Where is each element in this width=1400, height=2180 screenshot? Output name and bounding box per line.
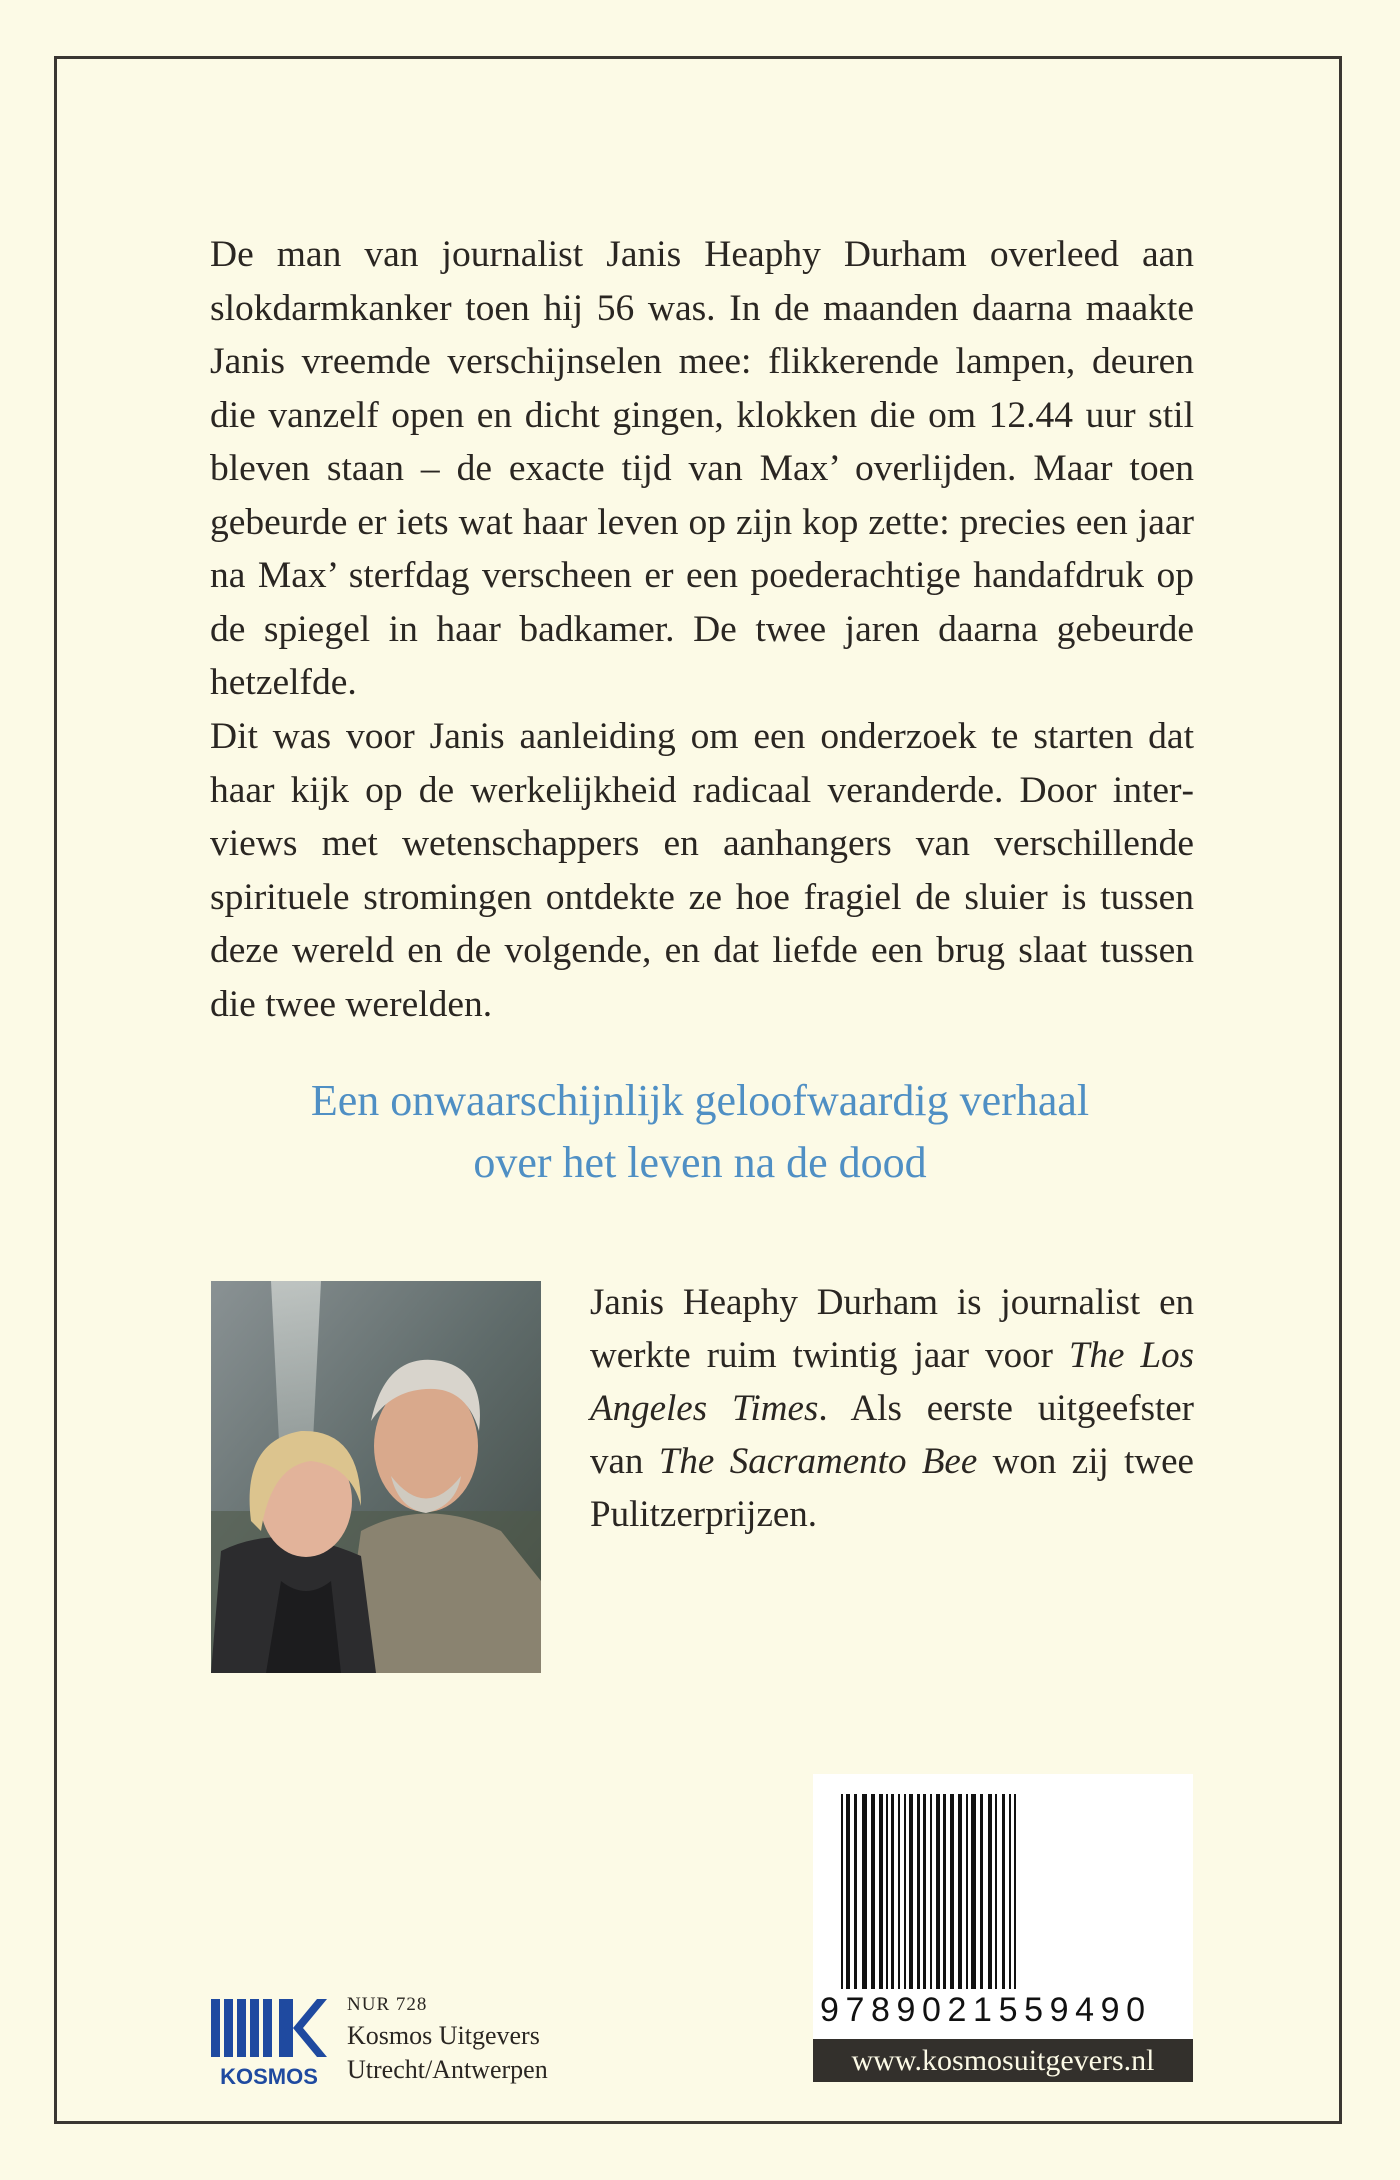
barcode-bar [1014,1794,1016,1989]
barcode-bar [879,1794,883,1989]
barcode-bar [950,1794,954,1989]
barcode-bar [1002,1794,1005,1989]
barcode-bar [930,1794,932,1989]
bio-text-3: won zij twee Pulitzerprijzen. [590,1441,1194,1535]
barcode-bar [891,1794,894,1989]
barcode-bar [943,1794,946,1989]
bio-newspaper-1: The Los Angeles Times [590,1335,1194,1429]
barcode-bar [936,1794,940,1989]
barcode-bar [1009,1794,1011,1989]
barcode-bar [886,1794,888,1989]
barcode-bar [898,1794,900,1989]
barcode-bar [904,1794,906,1989]
bio-text-2: . Als eerste uitgeefster van [590,1388,1194,1482]
barcode-bar [854,1794,857,1989]
barcode-bar [958,1794,962,1989]
publisher-info [347,1991,548,2087]
barcode-number: 9789021559490 [820,1991,1152,2029]
logo-wordmark: KOSMOS [220,2064,318,2088]
publisher-location: Utrecht/Antwerpen [347,2055,548,2084]
website-url[interactable]: www.kosmosuitgevers.nl [813,2039,1193,2082]
tagline [0,1070,1400,1194]
nur-code: NUR 728 [347,1994,428,2015]
barcode-bars [813,1774,1193,1994]
description-paragraph-1: De man van journalist Janis Heaphy Durham overleed aan slokdarmkanker toen hij 56 was. In de maanden daarna maakte Janis vreemde verschijnselen mee: flikkerende lampen, deuren die vanzelf open en dicht gingen, klokken die om 12.44 uur stil bleven staan – de exacte tijd van Max’ overlijden. Maar toen gebeurde er iets wat haar leven op zijn kop zette: precies een jaar na Max’ sterfdag verscheen er een poederachtige handafdruk op de spiegel in haar badkamer. De twee jaren daarna gebeurde hetzelfde. [210,234,1194,703]
barcode-bar [923,1794,926,1989]
barcode-bar [862,1794,867,1989]
author-photo [211,1281,541,1673]
barcode [813,1774,1193,2082]
kosmos-logo [211,1996,327,2088]
barcode-bar [846,1794,850,1989]
barcode-bar [980,1794,983,1989]
barcode-bar [995,1794,997,1989]
bio-newspaper-2: The Sacramento Bee [658,1441,978,1482]
barcode-bar [971,1794,976,1989]
barcode-bar [917,1794,920,1989]
tagline-line-2: over het leven na de dood [473,1138,927,1187]
description-paragraph-2: Dit was voor Janis aanleiding om een onderzoek te starten dat haar kijk op de werkelijkheid radicaal veranderde. Door interviews met wetenschappers en aanhangers van verschillende spirituele stromingen ontdekte ze hoe fragiel de sluier is tussen deze wereld en de volgende, en dat liefde een brug slaat tussen die twee werelden. [210,716,1194,1025]
barcode-bar [988,1794,992,1989]
author-bio [590,1276,1194,1541]
barcode-bar [909,1794,913,1989]
tagline-line-1: Een onwaarschijnlijk geloofwaardig verhaal [310,1076,1090,1125]
barcode-bar [841,1794,843,1989]
bio-text-1: Janis Heaphy Durham is journalist en werkte ruim twintig jaar voor [590,1282,1194,1376]
barcode-bar [871,1794,875,1989]
publisher-name: Kosmos Uitgevers [347,2021,540,2050]
barcode-bar [966,1794,968,1989]
